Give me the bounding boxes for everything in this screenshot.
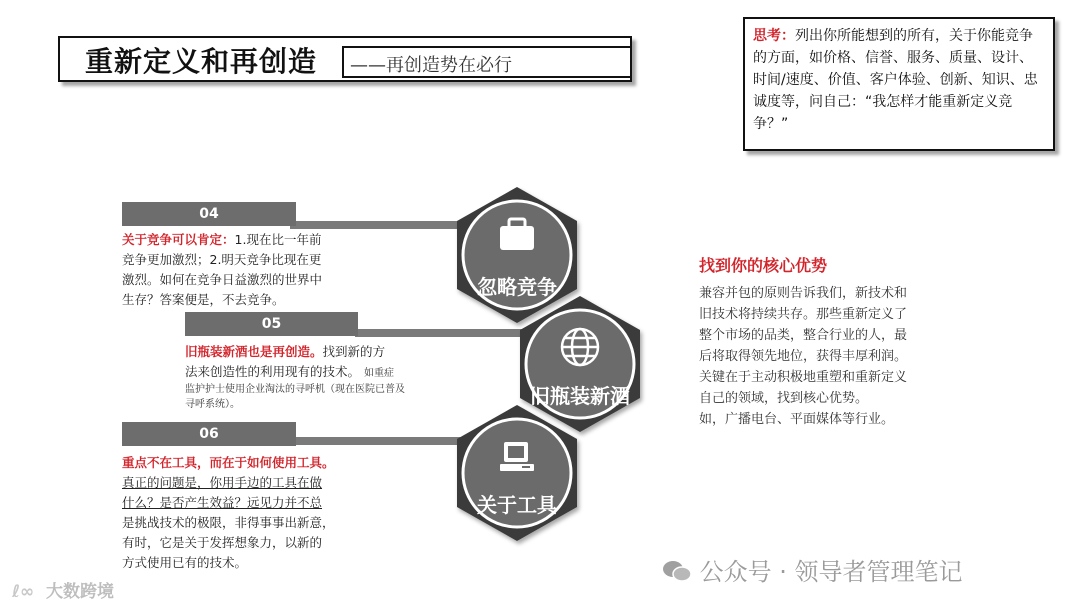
right-line: 关键在于主动积极地重塑和重新定义 [699,370,908,385]
right-line: 如，广播电台、平面媒体等行业。 [699,412,895,427]
panel-05-text [185,342,425,412]
panel-06-line4: 是挑战技术的极限，非得事事出新意， [122,515,335,530]
panel-05-highlight: 旧瓶装新酒也是再创造。 [185,344,323,359]
hexagon-label-2: 旧瓶装新酒 [530,384,630,408]
right-line: 兼容并包的原则告诉我们，新技术和 [699,286,908,301]
panel-06-line2: 真正的问题是，你用手边的工具在做 [122,475,323,490]
panel-06-line6: 方式使用已有的技术。 [122,555,248,570]
panel-05-line2: 法来创造性的利用现有的技术。 [185,364,361,379]
think-label: 思考： [753,28,795,44]
brand-logo-icon: ℓ∞ [12,582,35,602]
panel-05-small-b: 监护护士使用企业淘汰的寻呼机（现在医院已普及 [185,384,405,395]
panel-04-text [122,230,362,310]
panel-05-line1: 找到新的方 [322,344,386,359]
panel-number-04: 04 [122,202,296,226]
panel-06-highlight: 重点不在工具，而在于如何使用工具。 [122,455,335,470]
connector-line-04 [290,221,470,229]
think-text: 列出你所能想到的所有，关于你能竞争的方面，如价格、信誉、服务、质量、设计、时间/速度、价值、客户体验、创新、知识、忠诚度等，问自己：“我怎样才能重新定义竞争？” [753,28,1038,132]
right-line: 自己的领域，找到核心优势。 [699,391,869,406]
right-line: 整个市场的品类，整合行业的人，最 [699,328,908,343]
hexagon-label-1: 忽略竞争 [477,275,557,299]
panel-05-small-a: 如重症 [364,368,394,379]
right-line: 旧技术将持续共存。那些重新定义了 [699,307,908,322]
panel-04-highlight: 关于竞争可以肯定： [122,232,235,247]
page-subtitle: ——再创造势在必行 [350,55,512,76]
right-body [699,283,939,430]
hexagon-label-3: 关于工具 [477,493,557,517]
watermark-left-text: 大数跨境 [46,582,114,602]
watermark-right-text: 公众号 · 领导者管理笔记 [699,558,963,586]
panel-04-line4: 生存？答案便是，不去竞争。 [122,292,285,307]
panel-number-05: 05 [185,312,358,336]
panel-06-line3: 什么？是否产生效益？远见力并不总 [122,495,323,510]
panel-04-line3: 激烈。如何在竞争日益激烈的世界中 [122,272,323,287]
watermark-brand [12,577,114,602]
wechat-icon [662,559,692,583]
panel-06-line5: 有时，它是关于发挥想象力，以新的 [122,535,323,550]
panel-number-06: 06 [122,422,296,446]
right-title: 找到你的核心优势 [699,256,828,275]
panel-04-line2: 竞争更加激烈；2.明天竞争比现在更 [122,252,322,267]
panel-06-text [122,453,362,573]
watermark-wechat [662,552,963,587]
page-title: 重新定义和再创造 [85,40,321,80]
connector-line-05 [355,329,535,337]
right-line: 后将取得领先地位，获得丰厚利润。 [699,349,908,364]
connector-line-06 [295,437,475,445]
panel-05-small-c: 寻呼系统）。 [185,399,240,410]
panel-04-line1: 1.现在比一年前 [234,232,322,247]
